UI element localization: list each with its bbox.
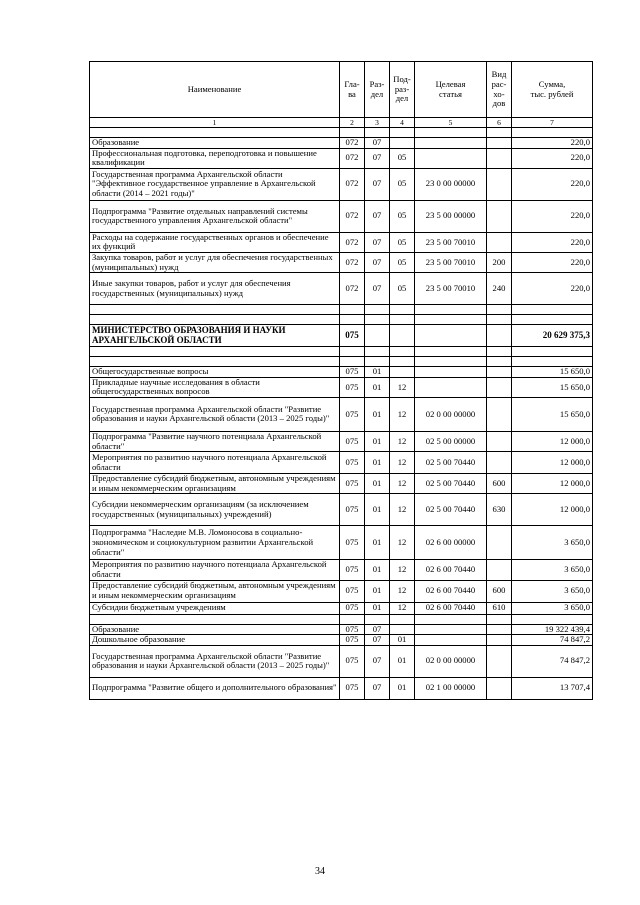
empty-cell [365,128,390,138]
target-article [415,148,487,168]
section-code: 07 [365,138,390,149]
empty-cell [415,614,487,624]
expense-type [487,168,512,200]
section-code: 07 [365,273,390,305]
subsection-code: 12 [390,526,415,560]
empty-cell [90,315,340,325]
target-article: 23 5 00 70010 [415,232,487,252]
target-article [415,635,487,646]
amount: 220,0 [512,168,593,200]
budget-table [89,61,593,700]
subsection-code: 05 [390,252,415,272]
item-name: Мероприятия по развитию научного потенциала Архангельской области [90,452,340,474]
empty-cell [365,614,390,624]
header-row [90,62,593,118]
empty-cell [487,347,512,357]
item-name: Иные закупки товаров, работ и услуг для обеспечения государственных (муниципальных) нужд [90,273,340,305]
target-article: 23 5 00 70010 [415,252,487,272]
spacer-row [90,347,593,357]
table-row [90,431,593,451]
amount: 15 650,0 [512,377,593,397]
table-row [90,677,593,699]
column-header: Целевая статья [415,62,487,118]
section-code: 01 [365,560,390,580]
amount: 220,0 [512,252,593,272]
target-article: 02 5 00 70440 [415,452,487,474]
column-header: Раз- дел [365,62,390,118]
chapter-code: 075 [340,377,365,397]
column-header: Гла- ва [340,62,365,118]
item-name: Профессиональная подготовка, переподготовка и повышение квалификации [90,148,340,168]
empty-cell [390,347,415,357]
empty-cell [390,614,415,624]
section-code: 01 [365,494,390,526]
column-number: 6 [487,118,512,128]
target-article [415,624,487,635]
item-name: Предоставление субсидий бюджетным, автономным учреждениям и иным некоммерческим организациям [90,474,340,494]
section-code [365,325,390,347]
chapter-code: 075 [340,526,365,560]
item-name: Предоставление субсидий бюджетным, автономным учреждениям и иным некоммерческим организациям [90,580,340,602]
table-row [90,367,593,378]
section-code: 07 [365,252,390,272]
table-row [90,474,593,494]
amount: 74 847,2 [512,635,593,646]
table-row [90,645,593,677]
target-article [415,138,487,149]
chapter-code: 075 [340,624,365,635]
amount: 220,0 [512,232,593,252]
empty-cell [340,614,365,624]
amount: 12 000,0 [512,431,593,451]
empty-cell [487,128,512,138]
subsection-code: 01 [390,677,415,699]
column-number-row [90,118,593,128]
table-row [90,168,593,200]
column-header: Под- раз- дел [390,62,415,118]
subsection-code: 12 [390,474,415,494]
empty-cell [512,347,593,357]
table-row [90,232,593,252]
expense-type [487,624,512,635]
empty-cell [90,128,340,138]
chapter-code: 072 [340,148,365,168]
chapter-code: 072 [340,273,365,305]
chapter-code: 072 [340,138,365,149]
item-name: Дошкольное образование [90,635,340,646]
subsection-code: 05 [390,148,415,168]
subsection-code: 05 [390,273,415,305]
subsection-code: 12 [390,452,415,474]
amount: 20 629 375,3 [512,325,593,347]
expense-type [487,232,512,252]
empty-cell [90,347,340,357]
chapter-code: 075 [340,635,365,646]
section-code: 07 [365,645,390,677]
expense-type: 200 [487,252,512,272]
page-number: 34 [315,866,325,877]
section-code: 07 [365,635,390,646]
target-article: 02 6 00 00000 [415,526,487,560]
expense-type [487,635,512,646]
subsection-code: 12 [390,560,415,580]
empty-cell [415,357,487,367]
expense-type: 630 [487,494,512,526]
subsection-code: 12 [390,602,415,614]
section-code: 01 [365,526,390,560]
chapter-code: 075 [340,645,365,677]
empty-cell [512,128,593,138]
chapter-code: 075 [340,494,365,526]
empty-cell [90,357,340,367]
item-name: Подпрограмма "Развитие отдельных направлений системы государственного управления Архангельской области" [90,200,340,232]
empty-cell [340,347,365,357]
expense-type [487,431,512,451]
empty-cell [340,357,365,367]
item-name: МИНИСТЕРСТВО ОБРАЗОВАНИЯ И НАУКИ АРХАНГЕЛЬСКОЙ ОБЛАСТИ [90,325,340,347]
amount: 12 000,0 [512,474,593,494]
table-row [90,325,593,347]
chapter-code: 075 [340,580,365,602]
empty-cell [365,315,390,325]
table-body [90,128,593,700]
section-code: 07 [365,624,390,635]
section-code: 07 [365,200,390,232]
spacer-row [90,305,593,315]
target-article: 23 0 00 00000 [415,168,487,200]
item-name: Общегосударственные вопросы [90,367,340,378]
amount: 3 650,0 [512,602,593,614]
expense-type [487,397,512,431]
table-row [90,148,593,168]
empty-cell [512,614,593,624]
chapter-code: 072 [340,232,365,252]
table-row [90,200,593,232]
expense-type [487,148,512,168]
item-name: Прикладные научные исследования в области общегосударственных вопросов [90,377,340,397]
item-name: Расходы на содержание государственных органов и обеспечение их функций [90,232,340,252]
expense-type [487,452,512,474]
section-code: 01 [365,431,390,451]
chapter-code: 075 [340,397,365,431]
amount: 19 322 439,4 [512,624,593,635]
subsection-code [390,325,415,347]
expense-type: 600 [487,474,512,494]
section-code: 01 [365,377,390,397]
amount: 15 650,0 [512,397,593,431]
expense-type [487,200,512,232]
item-name: Субсидии некоммерческим организациям (за исключением государственных (муниципальных) учреждений) [90,494,340,526]
target-article: 02 5 00 70440 [415,474,487,494]
chapter-code: 075 [340,474,365,494]
section-code: 07 [365,677,390,699]
target-article: 02 6 00 70440 [415,560,487,580]
table-row [90,526,593,560]
item-name: Образование [90,138,340,149]
spacer-row [90,315,593,325]
subsection-code: 01 [390,645,415,677]
table-row [90,397,593,431]
table-header [90,62,593,128]
table-row [90,602,593,614]
chapter-code: 075 [340,602,365,614]
column-header: Вид рас- хо- дов [487,62,512,118]
chapter-code: 075 [340,560,365,580]
item-name: Государственная программа Архангельской области "Развитие образования и науки Архангельской области (2013 – 2025 годы)" [90,397,340,431]
chapter-code: 072 [340,200,365,232]
subsection-code: 12 [390,377,415,397]
subsection-code [390,367,415,378]
chapter-code: 075 [340,367,365,378]
column-number: 2 [340,118,365,128]
target-article: 02 1 00 00000 [415,677,487,699]
expense-type [487,526,512,560]
target-article: 02 6 00 70440 [415,602,487,614]
table-row [90,580,593,602]
empty-cell [390,128,415,138]
section-code: 07 [365,148,390,168]
item-name: Подпрограмма "Развитие общего и дополнительного образования" [90,677,340,699]
table-row [90,273,593,305]
amount: 220,0 [512,273,593,305]
empty-cell [340,315,365,325]
column-number: 3 [365,118,390,128]
spacer-row [90,128,593,138]
empty-cell [415,315,487,325]
target-article [415,377,487,397]
item-name: Государственная программа Архангельской области "Эффективное государственное управление в Архангельской области (2014 – 2021 годы)" [90,168,340,200]
empty-cell [487,305,512,315]
target-article: 02 5 00 70440 [415,494,487,526]
empty-cell [90,614,340,624]
empty-cell [512,357,593,367]
empty-cell [487,614,512,624]
empty-cell [415,305,487,315]
expense-type: 610 [487,602,512,614]
empty-cell [390,357,415,367]
subsection-code: 05 [390,232,415,252]
empty-cell [365,357,390,367]
empty-cell [512,315,593,325]
amount: 220,0 [512,200,593,232]
table-row [90,252,593,272]
target-article [415,325,487,347]
amount: 12 000,0 [512,494,593,526]
amount: 12 000,0 [512,452,593,474]
empty-cell [390,315,415,325]
column-number: 7 [512,118,593,128]
empty-cell [415,347,487,357]
subsection-code: 12 [390,494,415,526]
section-code: 07 [365,168,390,200]
chapter-code: 075 [340,452,365,474]
empty-cell [340,128,365,138]
amount: 74 847,2 [512,645,593,677]
expense-type [487,325,512,347]
column-number: 1 [90,118,340,128]
expense-type [487,367,512,378]
table-row [90,624,593,635]
subsection-code: 05 [390,200,415,232]
table-row [90,377,593,397]
item-name: Государственная программа Архангельской области "Развитие образования и науки Архангельской области (2013 – 2025 годы)" [90,645,340,677]
target-article [415,367,487,378]
section-code: 01 [365,397,390,431]
item-name: Мероприятия по развитию научного потенциала Архангельской области [90,560,340,580]
subsection-code [390,624,415,635]
item-name: Закупка товаров, работ и услуг для обеспечения государственных (муниципальных) нужд [90,252,340,272]
amount: 3 650,0 [512,580,593,602]
target-article: 23 5 00 00000 [415,200,487,232]
empty-cell [390,305,415,315]
empty-cell [365,347,390,357]
column-number: 5 [415,118,487,128]
empty-cell [90,305,340,315]
column-number: 4 [390,118,415,128]
expense-type [487,560,512,580]
expense-type [487,138,512,149]
amount: 3 650,0 [512,560,593,580]
table-row [90,452,593,474]
subsection-code: 12 [390,580,415,602]
amount: 15 650,0 [512,367,593,378]
chapter-code: 072 [340,168,365,200]
amount: 220,0 [512,138,593,149]
target-article: 02 6 00 70440 [415,580,487,602]
empty-cell [365,305,390,315]
section-code: 01 [365,452,390,474]
section-code: 07 [365,232,390,252]
expense-type: 600 [487,580,512,602]
table-row [90,560,593,580]
chapter-code: 072 [340,252,365,272]
column-header: Сумма, тыс. рублей [512,62,593,118]
subsection-code: 12 [390,431,415,451]
empty-cell [512,305,593,315]
expense-type [487,645,512,677]
expense-type: 240 [487,273,512,305]
chapter-code: 075 [340,431,365,451]
section-code: 01 [365,580,390,602]
spacer-row [90,357,593,367]
target-article: 23 5 00 70010 [415,273,487,305]
item-name: Образование [90,624,340,635]
subsection-code: 12 [390,397,415,431]
expense-type [487,377,512,397]
item-name: Субсидии бюджетным учреждениям [90,602,340,614]
target-article: 02 0 00 00000 [415,397,487,431]
empty-cell [487,315,512,325]
section-code: 01 [365,367,390,378]
subsection-code: 01 [390,635,415,646]
amount: 220,0 [512,148,593,168]
target-article: 02 5 00 00000 [415,431,487,451]
empty-cell [415,128,487,138]
section-code: 01 [365,474,390,494]
item-name: Подпрограмма "Наследие М.В. Ломоносова в социально-экономическом и социокультурном развитии Архангельской области" [90,526,340,560]
expense-type [487,677,512,699]
chapter-code: 075 [340,325,365,347]
target-article: 02 0 00 00000 [415,645,487,677]
table-row [90,138,593,149]
spacer-row [90,614,593,624]
section-code: 01 [365,602,390,614]
empty-cell [487,357,512,367]
chapter-code: 075 [340,677,365,699]
amount: 13 707,4 [512,677,593,699]
table-row [90,635,593,646]
item-name: Подпрограмма "Развитие научного потенциала Архангельской области" [90,431,340,451]
amount: 3 650,0 [512,526,593,560]
subsection-code [390,138,415,149]
subsection-code: 05 [390,168,415,200]
column-header: Наименование [90,62,340,118]
table-row [90,494,593,526]
empty-cell [340,305,365,315]
